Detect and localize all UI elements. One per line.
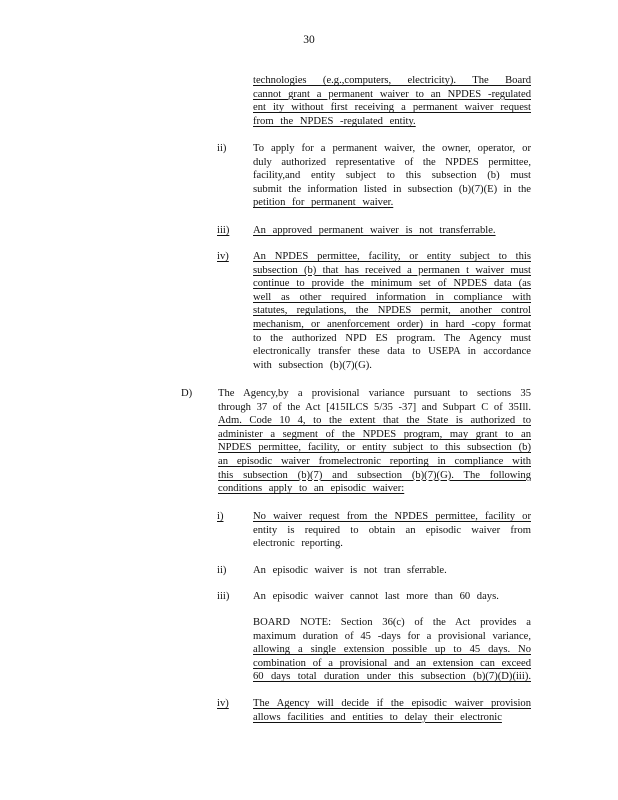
list-label: i) xyxy=(217,511,224,522)
paragraph-line: electronic reporting. xyxy=(253,538,343,550)
paragraph-line: with subsection (b)(7)(G). xyxy=(253,359,372,371)
paragraph-line: conditions apply to an episodic waiver: xyxy=(218,483,405,495)
list-label: D) xyxy=(181,388,193,399)
paragraph-line: continue to provide the minimum set of NPDES data (as xyxy=(253,278,531,290)
paragraph-line: To apply for a permanent waiver, the owner, operator, or xyxy=(253,143,531,154)
paragraph-line: 60 days total duration under this subsection (b)(7)(D)(iii). xyxy=(253,671,531,683)
paragraph-line: allows facilities and entities to delay their electronic xyxy=(253,711,502,723)
paragraph-line: cannot grant a permanent waiver to an NPDES -regulated xyxy=(253,88,531,100)
list-label: ii) xyxy=(217,143,227,154)
paragraph-line: An episodic waiver cannot last more than 60 days. xyxy=(253,591,499,602)
paragraph-line: statutes, regulations, the NPDES permit, another control xyxy=(253,305,531,317)
paragraph-line: through 37 of the Act [415ILCS 5/35 -37] and Subpart C of 35Ill. xyxy=(218,401,531,413)
paragraph-line: mechanism, or anenforcement order) in hard -copy format xyxy=(253,319,531,330)
paragraph-line: BOARD NOTE: Section 36(c) of the Act provides a xyxy=(253,617,531,628)
list-label: iii) xyxy=(217,591,230,602)
paragraph-line: NPDES permittee, facility, or entity subject to this subsection (b) xyxy=(218,442,531,454)
paragraph-line: Adm. Code 10 4, to the extent that the State is authorized to xyxy=(218,415,531,427)
paragraph-line: well as other required information in compliance with xyxy=(253,291,531,303)
paragraph-line: An approved permanent waiver is not transferrable. xyxy=(253,225,496,236)
paragraph-line: ent ity without first receiving a permanent waiver request xyxy=(253,102,531,114)
page-number: 30 xyxy=(303,34,315,46)
paragraph-line: submit the information listed in subsection (b)(7)(E) in the xyxy=(253,183,531,195)
paragraph-line: an episodic waiver fromelectronic reporting in compliance with xyxy=(218,456,531,467)
paragraph-line: The Agency will decide if the episodic waiver provision xyxy=(253,698,531,709)
paragraph-line: The Agency,by a provisional variance pursuant to sections 35 xyxy=(218,388,531,399)
list-label: ii) xyxy=(217,565,227,576)
list-label: iv) xyxy=(217,698,229,709)
paragraph-line: allowing a single extension possible up to 45 days. No xyxy=(253,644,531,656)
paragraph-line: entity is required to obtain an episodic waiver from xyxy=(253,524,531,536)
paragraph-line: maximum duration of 45 -days for a provisional variance, xyxy=(253,630,531,642)
paragraph-line: An NPDES permittee, facility, or entity subject to this xyxy=(253,251,531,262)
paragraph-line: electronically transfer these data to USEPA in accordance xyxy=(253,346,531,358)
paragraph-line: facility,and entity subject to this subsection (b) must xyxy=(253,170,531,182)
paragraph-line: to the authorized NPD ES program. The Agency must xyxy=(253,332,531,344)
list-label: iv) xyxy=(217,251,229,262)
paragraph-line: No waiver request from the NPDES permittee, facility or xyxy=(253,511,531,522)
paragraph-line: from the NPDES -regulated entity. xyxy=(253,115,416,127)
list-label: iii) xyxy=(217,225,230,236)
paragraph-line: duly authorized representative of the NPDES permittee, xyxy=(253,156,531,168)
paragraph-line: combination of a provisional and an extension can exceed xyxy=(253,657,531,669)
paragraph-line: An episodic waiver is not tran sferrable. xyxy=(253,565,447,576)
paragraph-line: this subsection (b)(7) and subsection (b)(7)(G). The following xyxy=(218,469,531,481)
paragraph-line: administer a segment of the NPDES program, may grant to an xyxy=(218,428,531,440)
paragraph-line: petition for permanent waiver. xyxy=(253,197,394,209)
paragraph-line: subsection (b) that has received a permanen t waiver must xyxy=(253,264,531,276)
paragraph-line: technologies (e.g.,computers, electricity). The Board xyxy=(253,75,531,86)
